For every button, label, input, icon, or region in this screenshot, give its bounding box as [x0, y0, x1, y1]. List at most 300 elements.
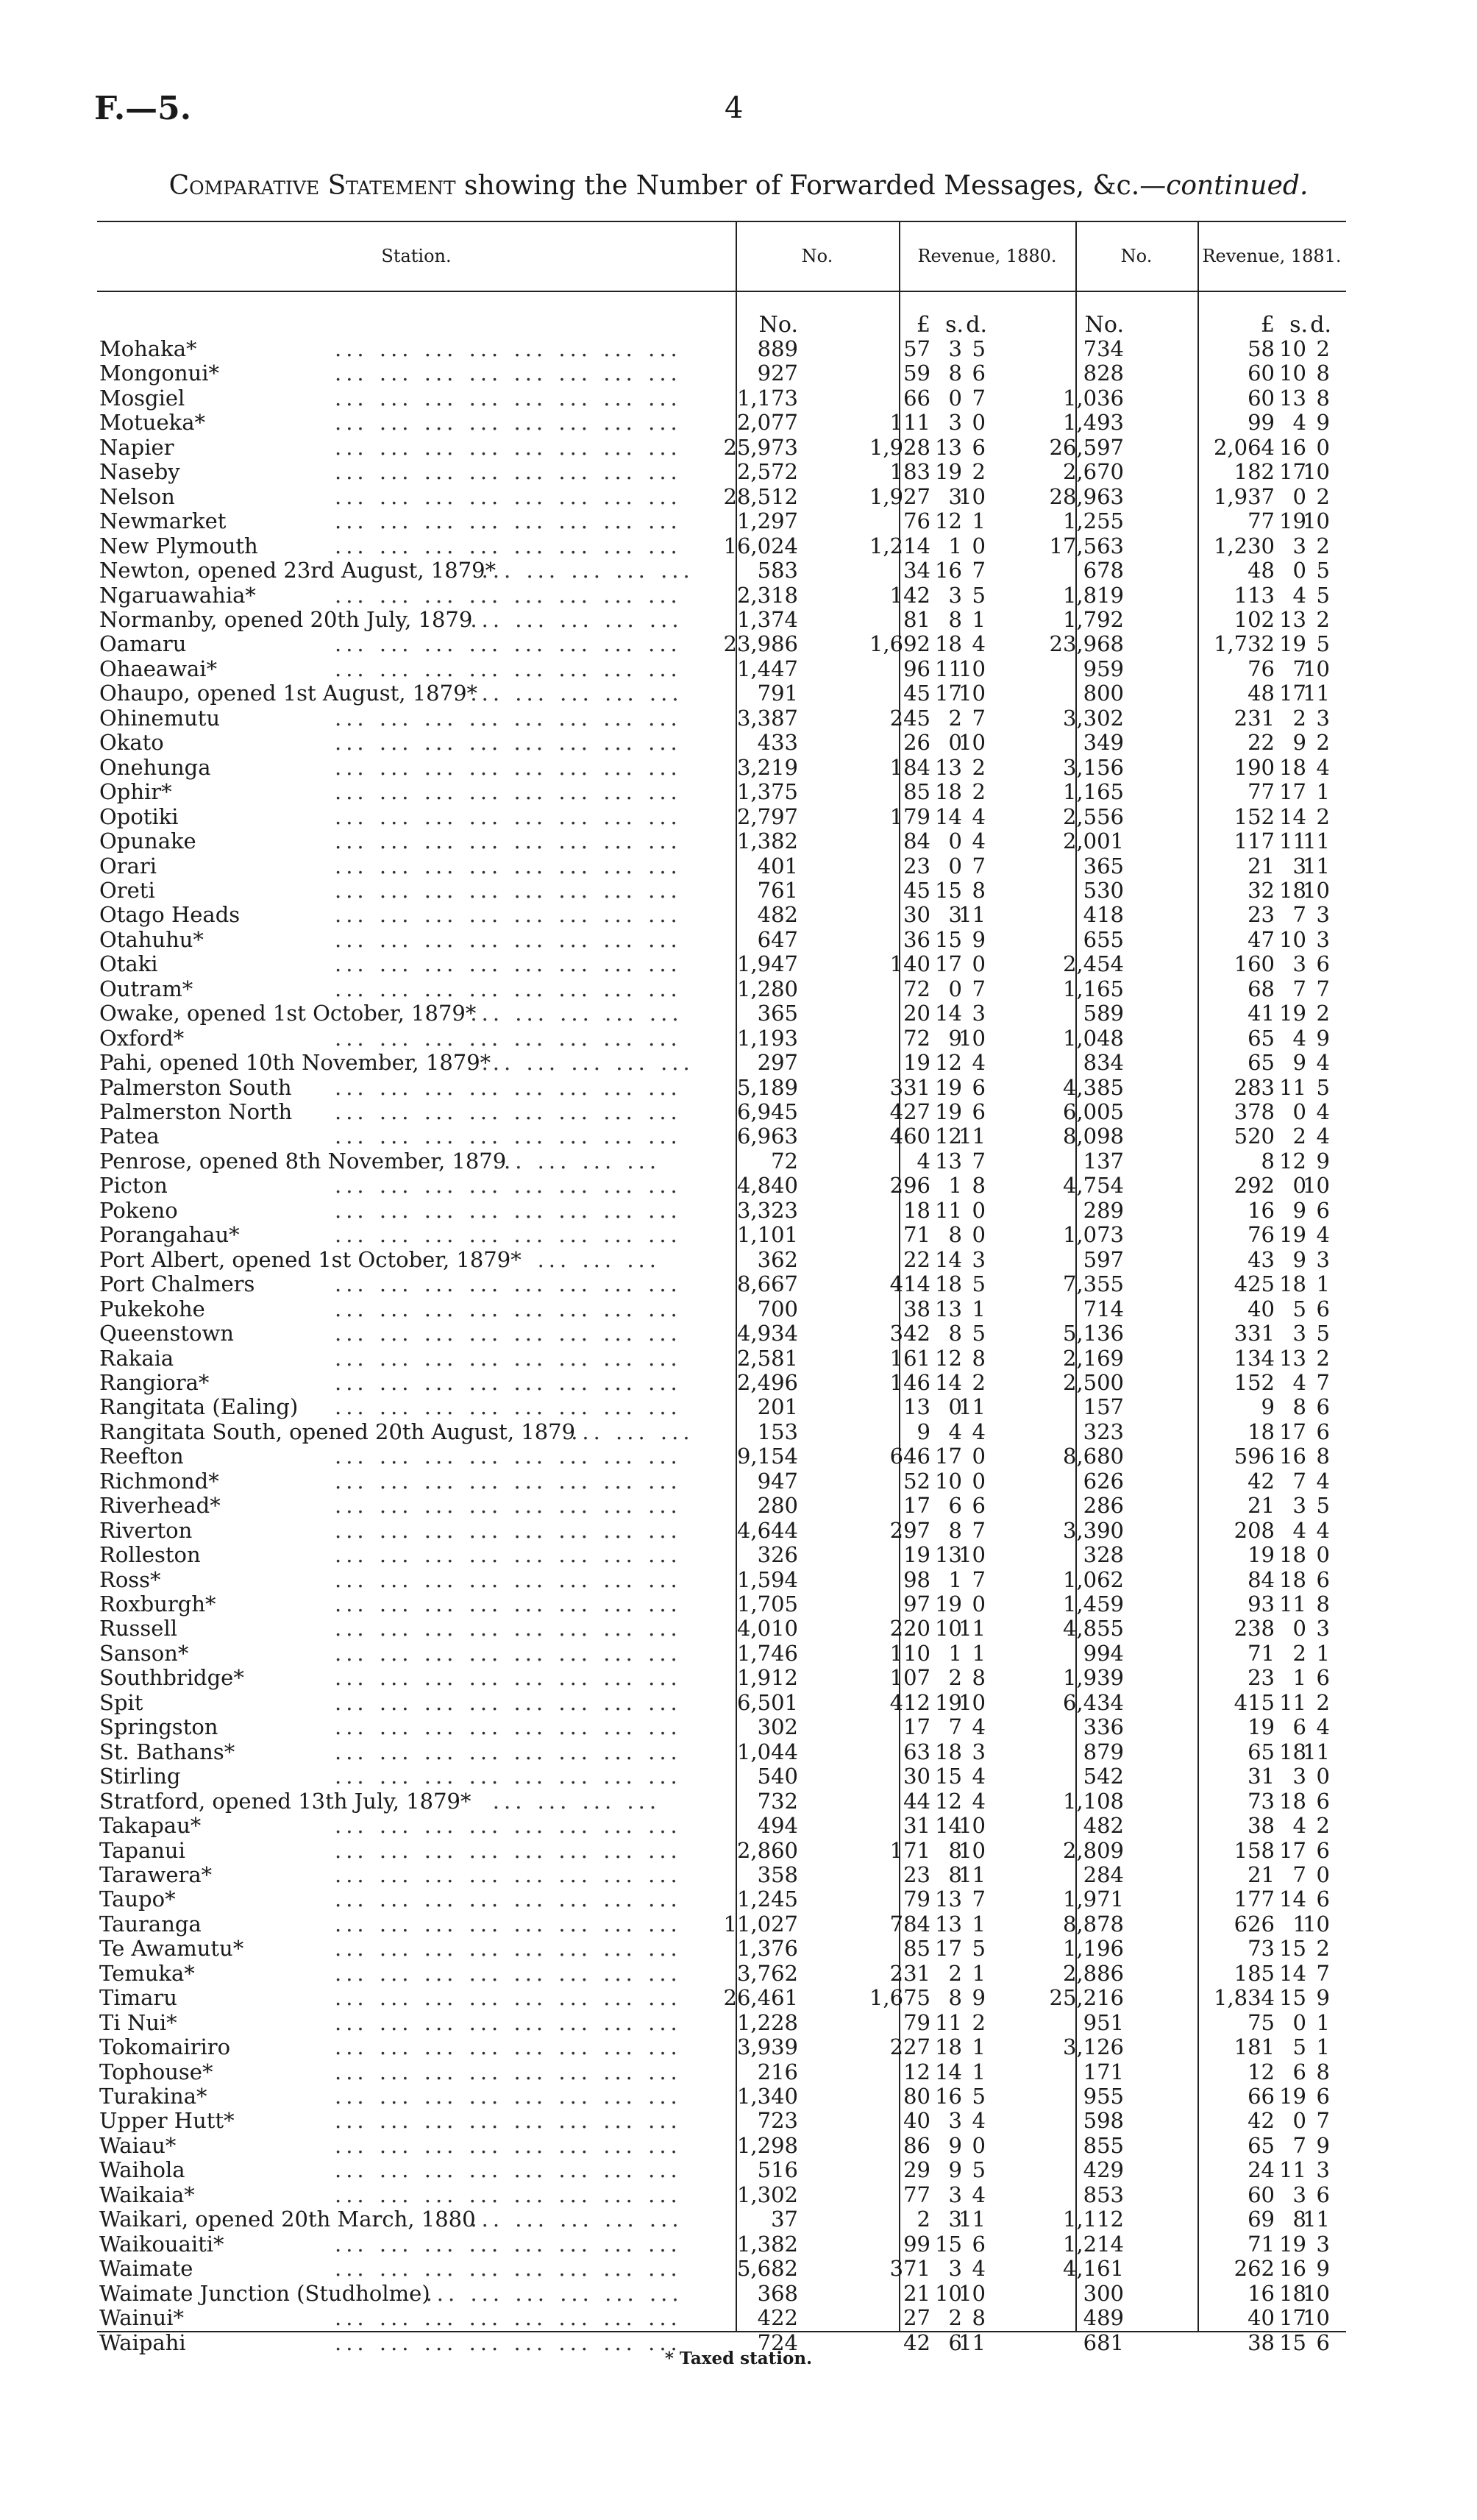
revenue-1880-shillings: 10 [935, 1468, 962, 1494]
revenue-1880-pence: 1 [972, 1911, 986, 1937]
messages-1881: 879 [1083, 1739, 1124, 1764]
messages-1880: 1,376 [736, 1936, 798, 1962]
revenue-1881-shillings: 3 [1292, 2182, 1306, 2207]
revenue-1881-pounds: 113 [1234, 582, 1275, 608]
leader-dots: ... ... ... ... ... ... ... ... [335, 1640, 682, 1666]
messages-1881: 1,459 [1062, 1591, 1124, 1616]
table-row [0, 780, 1477, 804]
revenue-1880-pounds: 140 [889, 951, 930, 977]
page-number: 4 [725, 91, 744, 125]
revenue-1880-shillings: 8 [948, 1837, 962, 1863]
revenue-1880-pence: 4 [972, 2182, 986, 2207]
station-name: Mohaka* [99, 336, 197, 361]
station-name: Opotiki [99, 803, 179, 829]
revenue-1880-pence: 5 [972, 2157, 986, 2183]
revenue-1881-pounds: 93 [1248, 1591, 1275, 1616]
station-name: Port Chalmers [99, 1271, 255, 1297]
leader-dots: ... ... ... ... ... ... ... ... [335, 1321, 682, 1346]
station-name: Upper Hutt* [99, 2108, 235, 2134]
revenue-1881-shillings: 17 [1279, 459, 1306, 485]
leader-dots: ... ... ... ... ... ... ... ... [335, 336, 682, 361]
station-name: Southbridge* [99, 1665, 244, 1691]
revenue-1880-pounds: 296 [889, 1173, 930, 1199]
revenue-1880-pounds: 784 [889, 1911, 930, 1937]
messages-1881: 328 [1083, 1542, 1124, 1568]
station-name: Waipahi [99, 2329, 186, 2355]
revenue-1880-shillings: 15 [935, 2231, 962, 2257]
messages-1881: 626 [1083, 1468, 1124, 1494]
revenue-1881-pounds: 60 [1248, 2182, 1275, 2207]
messages-1880: 4,644 [736, 1517, 798, 1543]
revenue-1880-pounds: 9 [917, 1419, 930, 1444]
revenue-1881-pence: 11 [1303, 681, 1330, 706]
revenue-1881-shillings: 19 [1279, 631, 1306, 657]
revenue-1880-shillings: 2 [948, 1665, 962, 1691]
revenue-1880-pence: 0 [972, 1591, 986, 1616]
messages-1880: 11,027 [723, 1911, 798, 1937]
revenue-1880-pounds: 414 [889, 1271, 930, 1297]
revenue-1880-pounds: 4 [917, 1148, 930, 1174]
table-row [0, 1666, 1477, 1690]
messages-1881: 1,048 [1062, 1025, 1124, 1051]
revenue-1881-shillings: 17 [1279, 779, 1306, 805]
revenue-1881-pounds: 626 [1234, 1911, 1275, 1937]
revenue-1881-pence: 6 [1316, 1788, 1330, 1814]
station-name: Tokomairiro [99, 2034, 231, 2060]
revenue-1881-pence: 1 [1316, 2009, 1330, 2035]
revenue-1881-pence: 9 [1316, 1025, 1330, 1051]
revenue-1880-pounds: 460 [889, 1124, 930, 1149]
table-row [0, 1616, 1477, 1641]
messages-1881: 489 [1083, 2305, 1124, 2330]
messages-1881: 598 [1083, 2108, 1124, 2134]
revenue-1880-pounds: 17 [903, 1493, 930, 1519]
station-name: Russell [99, 1616, 177, 1641]
revenue-1881-pounds: 238 [1234, 1616, 1275, 1641]
revenue-1881-pounds: 75 [1248, 2009, 1275, 2035]
table-row [0, 509, 1477, 533]
unit-no-1880: No. [758, 312, 798, 338]
table-row [0, 1248, 1477, 1272]
revenue-1880-pounds: 2 [917, 2207, 930, 2232]
revenue-1880-pence: 6 [972, 361, 986, 386]
revenue-1881-shillings: 5 [1292, 1296, 1306, 1321]
revenue-1881-pounds: 65 [1248, 1025, 1275, 1051]
revenue-1881-pounds: 21 [1248, 1861, 1275, 1887]
revenue-1881-pence: 3 [1316, 2157, 1330, 2183]
revenue-1880-shillings: 15 [935, 1764, 962, 1789]
station-name: Richmond* [99, 1468, 219, 1494]
revenue-1881-pounds: 231 [1234, 705, 1275, 731]
revenue-1881-shillings: 3 [1292, 853, 1306, 879]
messages-1880: 72 [771, 1148, 798, 1174]
revenue-1880-pounds: 63 [903, 1739, 930, 1764]
revenue-1880-shillings: 12 [935, 1124, 962, 1149]
header-revenue-1881: Revenue, 1881. [1202, 246, 1342, 266]
revenue-1881-pounds: 76 [1248, 656, 1275, 681]
revenue-1881-pounds: 38 [1248, 2329, 1275, 2355]
revenue-1881-pounds: 1,732 [1213, 631, 1275, 657]
leader-dots: ... ... ... ... ... ... ... ... [335, 2231, 682, 2257]
revenue-1880-shillings: 19 [935, 1074, 962, 1100]
revenue-1880-shillings: 14 [935, 1001, 962, 1026]
leader-dots: ... ... ... ... ... ... ... ... [335, 803, 682, 829]
revenue-1881-pence: 2 [1316, 730, 1330, 756]
leader-dots: ... ... ... ... ... ... ... ... [335, 1173, 682, 1199]
revenue-1881-shillings: 19 [1279, 2231, 1306, 2257]
revenue-1880-pence: 7 [972, 385, 986, 411]
station-name: Tapanui [99, 1837, 185, 1863]
revenue-1881-shillings: 17 [1279, 1419, 1306, 1444]
revenue-1880-pence: 1 [972, 508, 986, 534]
leader-dots: ... ... ... ... ... ... ... ... [335, 1222, 682, 1248]
messages-1880: 6,945 [736, 1099, 798, 1124]
messages-1880: 700 [757, 1296, 798, 1321]
revenue-1881-pounds: 24 [1248, 2157, 1275, 2183]
revenue-1881-pence: 10 [1303, 877, 1330, 903]
revenue-1881-pence: 9 [1316, 1985, 1330, 2011]
revenue-1881-shillings: 11 [1279, 1074, 1306, 1100]
station-name: Porangahau* [99, 1222, 240, 1248]
revenue-1880-pounds: 86 [903, 2132, 930, 2158]
station-name: Turakina* [99, 2084, 207, 2109]
revenue-1880-pence: 5 [972, 1321, 986, 1346]
messages-1881: 300 [1083, 2280, 1124, 2306]
messages-1880: 1,705 [736, 1591, 798, 1616]
table-row [0, 485, 1477, 509]
revenue-1881-pence: 4 [1316, 1517, 1330, 1543]
leader-dots: ... ... ... ... ... ... ... ... [335, 1296, 682, 1321]
table-row [0, 1420, 1477, 1444]
revenue-1881-pence: 10 [1303, 2280, 1330, 2306]
messages-1881: 1,165 [1062, 779, 1124, 805]
leader-dots: ... ... ... ... ... ... ... ... [335, 2182, 682, 2207]
revenue-1881-pounds: 520 [1234, 1124, 1275, 1149]
leader-dots: ... ... ... ... ... ... ... ... [335, 1936, 682, 1962]
revenue-1881-pounds: 177 [1234, 1887, 1275, 1912]
revenue-1880-pence: 7 [972, 558, 986, 583]
messages-1880: 297 [757, 1050, 798, 1076]
leader-dots: ... ... ... ... ... ... ... ... [335, 754, 682, 780]
messages-1881: 800 [1083, 681, 1124, 706]
messages-1881: 1,196 [1062, 1936, 1124, 1962]
revenue-1881-shillings: 9 [1292, 730, 1306, 756]
revenue-1881-shillings: 12 [1279, 1148, 1306, 1174]
messages-1881: 157 [1083, 1394, 1124, 1420]
revenue-1881-shillings: 18 [1279, 2280, 1306, 2306]
revenue-1880-pence: 1 [972, 1960, 986, 1986]
revenue-1881-pence: 2 [1316, 1813, 1330, 1838]
leader-dots: ... ... ... ... ... ... ... ... [335, 951, 682, 977]
revenue-1881-pence: 11 [1303, 853, 1330, 879]
revenue-1881-shillings: 6 [1292, 2059, 1306, 2084]
revenue-1880-pence: 8 [972, 1345, 986, 1371]
station-name: Temuka* [99, 1960, 195, 1986]
revenue-1881-shillings: 7 [1292, 902, 1306, 928]
leader-dots: ... ... ... ... ... ... ... ... [335, 1689, 682, 1715]
table-top-rule [97, 221, 1346, 222]
revenue-1880-pounds: 72 [903, 976, 930, 1001]
revenue-1881-shillings: 14 [1279, 1887, 1306, 1912]
revenue-1881-pence: 4 [1316, 754, 1330, 780]
revenue-1880-shillings: 8 [948, 1222, 962, 1248]
messages-1881: 6,434 [1062, 1689, 1124, 1715]
revenue-1880-shillings: 9 [948, 2157, 962, 2183]
station-name: Waikari, opened 20th March, 1880 [99, 2207, 476, 2232]
leader-dots: ... ... ... ... ... ... ... ... [335, 1985, 682, 2011]
revenue-1880-pence: 2 [972, 779, 986, 805]
revenue-1880-pence: 10 [958, 1542, 986, 1568]
station-name: Ngaruawahia* [99, 582, 256, 608]
station-name: Tauranga [99, 1911, 202, 1937]
station-name: Mongonui* [99, 361, 219, 386]
revenue-1881-pence: 2 [1316, 1345, 1330, 1371]
station-name: Timaru [99, 1985, 177, 2011]
revenue-1881-shillings: 8 [1292, 2207, 1306, 2232]
revenue-1881-pence: 10 [1303, 1173, 1330, 1199]
revenue-1880-pence: 1 [972, 1640, 986, 1666]
messages-1881: 1,971 [1062, 1887, 1124, 1912]
revenue-1881-pounds: 19 [1248, 1542, 1275, 1568]
messages-1881: 2,169 [1062, 1345, 1124, 1371]
revenue-1881-shillings: 4 [1292, 1369, 1306, 1395]
messages-1881: 349 [1083, 730, 1124, 756]
revenue-1880-pounds: 412 [889, 1689, 930, 1715]
revenue-1880-pence: 5 [972, 336, 986, 361]
revenue-1880-shillings: 18 [935, 2034, 962, 2060]
revenue-1880-pence: 10 [958, 1689, 986, 1715]
revenue-1881-shillings: 4 [1292, 582, 1306, 608]
table-row [0, 903, 1477, 927]
station-name: Opunake [99, 828, 196, 853]
revenue-1880-shillings: 17 [935, 681, 962, 706]
table-row [0, 608, 1477, 632]
revenue-1880-pence: 7 [972, 1566, 986, 1592]
title-lead: Comparative Statement [168, 171, 456, 201]
messages-1880: 1,228 [736, 2009, 798, 2035]
leader-dots: ... ... ... ... ... [481, 558, 694, 583]
messages-1880: 1,594 [736, 1566, 798, 1592]
messages-1881: 6,005 [1062, 1099, 1124, 1124]
table-row [0, 805, 1477, 829]
leader-dots: ... ... ... ... ... ... ... ... [335, 2329, 682, 2355]
messages-1880: 1,746 [736, 1640, 798, 1666]
table-row [0, 1887, 1477, 1912]
station-name: Otaki [99, 951, 158, 977]
revenue-1881-pence: 3 [1316, 926, 1330, 952]
revenue-1880-pounds: 85 [903, 779, 930, 805]
revenue-1880-pence: 6 [972, 434, 986, 460]
messages-1881: 1,165 [1062, 976, 1124, 1001]
revenue-1881-pence: 3 [1316, 705, 1330, 731]
revenue-1880-shillings: 3 [948, 2207, 962, 2232]
revenue-1881-pence: 6 [1316, 2084, 1330, 2109]
revenue-1880-shillings: 3 [948, 336, 962, 361]
revenue-1880-pounds: 110 [889, 1640, 930, 1666]
leader-dots: ... ... ... ... ... ... ... ... [335, 1813, 682, 1838]
messages-1881: 1,073 [1062, 1222, 1124, 1248]
revenue-1881-shillings: 13 [1279, 385, 1306, 411]
revenue-1881-shillings: 2 [1292, 1640, 1306, 1666]
leader-dots: ... ... ... ... ... ... ... ... [335, 483, 682, 509]
revenue-1880-shillings: 18 [935, 1271, 962, 1297]
revenue-1880-pence: 4 [972, 1764, 986, 1789]
revenue-1881-pence: 7 [1316, 976, 1330, 1001]
messages-1880: 1,947 [736, 951, 798, 977]
leader-dots: ... ... ... ... ... ... ... ... [335, 1566, 682, 1592]
revenue-1881-shillings: 7 [1292, 2132, 1306, 2158]
messages-1881: 959 [1083, 656, 1124, 681]
revenue-1880-pence: 2 [972, 1369, 986, 1395]
revenue-1881-pence: 4 [1316, 1099, 1330, 1124]
revenue-1880-pounds: 72 [903, 1025, 930, 1051]
station-name: Springston [99, 1714, 218, 1740]
revenue-1880-pounds: 96 [903, 656, 930, 681]
revenue-1881-pounds: 77 [1248, 779, 1275, 805]
header-station: Station. [381, 246, 452, 266]
revenue-1880-pounds: 84 [903, 828, 930, 853]
leader-dots: ... ... ... ... ... ... ... ... [335, 1861, 682, 1887]
messages-1881: 853 [1083, 2182, 1124, 2207]
revenue-1881-shillings: 18 [1279, 1271, 1306, 1297]
messages-1880: 433 [757, 730, 798, 756]
revenue-1881-pounds: 16 [1248, 1197, 1275, 1223]
table-row [0, 952, 1477, 976]
leader-dots: ... ... ... ... ... ... ... ... [335, 361, 682, 386]
revenue-1880-pounds: 245 [889, 705, 930, 731]
table-row [0, 854, 1477, 879]
revenue-1880-pence: 10 [958, 730, 986, 756]
revenue-1880-pounds: 52 [903, 1468, 930, 1494]
station-name: Normanby, opened 20th July, 1879 [99, 607, 473, 632]
station-name: Ross* [99, 1566, 161, 1592]
revenue-1880-shillings: 3 [948, 902, 962, 928]
revenue-1881-shillings: 15 [1279, 1936, 1306, 1962]
revenue-1880-pence: 10 [958, 2280, 986, 2306]
messages-1880: 516 [757, 2157, 798, 2183]
revenue-1880-shillings: 3 [948, 582, 962, 608]
station-name: Picton [99, 1173, 168, 1199]
revenue-1880-pounds: 171 [889, 1837, 930, 1863]
revenue-1881-pounds: 283 [1234, 1074, 1275, 1100]
table-row [0, 1001, 1477, 1026]
leader-dots: ... ... ... ... ... ... ... ... [335, 508, 682, 534]
revenue-1880-pounds: 42 [903, 2329, 930, 2355]
revenue-1881-pence: 8 [1316, 385, 1330, 411]
station-name: Rangitata South, opened 20th August, 1879 [99, 1419, 576, 1444]
messages-1880: 4,010 [736, 1616, 798, 1641]
revenue-1881-pounds: 208 [1234, 1517, 1275, 1543]
leader-dots: ... ... ... ... ... ... ... ... [335, 902, 682, 928]
revenue-1880-pence: 6 [972, 1074, 986, 1100]
leader-dots: ... ... ... ... ... [470, 2207, 683, 2232]
revenue-1881-pounds: 21 [1248, 853, 1275, 879]
revenue-1881-pence: 1 [1316, 2034, 1330, 2060]
leader-dots: ... ... ... ... ... ... ... ... [335, 1764, 682, 1789]
table-row [0, 1789, 1477, 1814]
messages-1881: 4,855 [1062, 1616, 1124, 1641]
revenue-1880-pounds: 371 [889, 2256, 930, 2282]
revenue-1881-shillings: 19 [1279, 1001, 1306, 1026]
revenue-1881-pounds: 152 [1234, 803, 1275, 829]
messages-1881: 1,036 [1062, 385, 1124, 411]
table-row [0, 977, 1477, 1001]
messages-1881: 23,968 [1049, 631, 1124, 657]
messages-1880: 362 [757, 1246, 798, 1272]
revenue-1881-shillings: 9 [1292, 1246, 1306, 1272]
revenue-1881-pence: 11 [1303, 2207, 1330, 2232]
table-row [0, 1839, 1477, 1863]
revenue-1880-pence: 4 [972, 631, 986, 657]
messages-1881: 734 [1083, 336, 1124, 361]
messages-1880: 153 [757, 1419, 798, 1444]
revenue-1881-pence: 6 [1316, 1296, 1330, 1321]
revenue-1881-pounds: 18 [1248, 1419, 1275, 1444]
station-name: Port Albert, opened 1st October, 1879* [99, 1246, 522, 1272]
station-name: St. Bathans* [99, 1739, 235, 1764]
table-row [0, 1715, 1477, 1739]
revenue-1881-shillings: 4 [1292, 1517, 1306, 1543]
revenue-1880-shillings: 19 [935, 1689, 962, 1715]
revenue-1880-pence: 0 [972, 2132, 986, 2158]
revenue-1881-pounds: 40 [1248, 2305, 1275, 2330]
revenue-1881-pounds: 60 [1248, 361, 1275, 386]
messages-1881: 542 [1083, 1764, 1124, 1789]
revenue-1880-pounds: 27 [903, 2305, 930, 2330]
messages-1881: 1,062 [1062, 1566, 1124, 1592]
revenue-1881-pounds: 69 [1248, 2207, 1275, 2232]
table-row [0, 1740, 1477, 1764]
revenue-1880-pence: 11 [958, 1394, 986, 1420]
revenue-1881-pounds: 68 [1248, 976, 1275, 1001]
revenue-1881-shillings: 8 [1292, 1394, 1306, 1420]
messages-1880: 1,044 [736, 1739, 798, 1764]
revenue-1881-pence: 11 [1303, 1739, 1330, 1764]
table-row [0, 436, 1477, 460]
revenue-1880-pounds: 21 [903, 2280, 930, 2306]
revenue-1880-shillings: 7 [948, 1714, 962, 1740]
revenue-1881-pounds: 158 [1234, 1837, 1275, 1863]
messages-1880: 947 [757, 1468, 798, 1494]
revenue-1881-pence: 6 [1316, 2182, 1330, 2207]
revenue-1881-pounds: 84 [1248, 1566, 1275, 1592]
table-row [0, 756, 1477, 780]
leader-dots: ... ... ... ... ... ... ... ... [335, 926, 682, 952]
messages-1880: 889 [757, 336, 798, 361]
station-name: Patea [99, 1124, 160, 1149]
revenue-1880-pence: 0 [972, 1444, 986, 1469]
revenue-1880-shillings: 3 [948, 2108, 962, 2134]
revenue-1880-shillings: 3 [948, 2182, 962, 2207]
revenue-1880-shillings: 12 [935, 1345, 962, 1371]
messages-1880: 1,245 [736, 1887, 798, 1912]
revenue-1881-pounds: 185 [1234, 1960, 1275, 1986]
messages-1880: 1,912 [736, 1665, 798, 1691]
messages-1880: 791 [757, 681, 798, 706]
revenue-1881-shillings: 0 [1292, 483, 1306, 509]
station-name: Waiau* [99, 2132, 177, 2158]
table-row [0, 1321, 1477, 1346]
messages-1880: 1,382 [736, 828, 798, 853]
revenue-1880-pence: 4 [972, 1419, 986, 1444]
revenue-1881-shillings: 1 [1292, 1665, 1306, 1691]
revenue-1880-shillings: 17 [935, 951, 962, 977]
messages-1880: 6,963 [736, 1124, 798, 1149]
revenue-1880-shillings: 18 [935, 1739, 962, 1764]
revenue-1881-shillings: 19 [1279, 508, 1306, 534]
revenue-1881-pounds: 22 [1248, 730, 1275, 756]
revenue-1881-pounds: 23 [1248, 1665, 1275, 1691]
